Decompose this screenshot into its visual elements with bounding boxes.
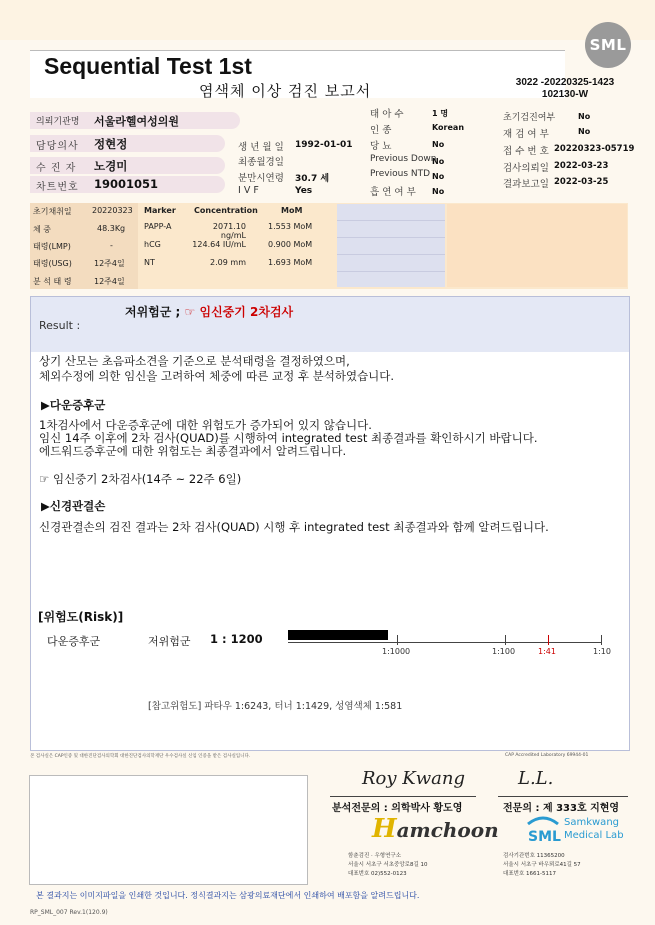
risk-scale-axis	[288, 642, 602, 643]
marker-mom: 1.553 MoM	[268, 222, 313, 231]
risk-condition: 다운증후군	[47, 635, 101, 648]
marker-name: hCG	[144, 240, 161, 249]
smoking-label: 흡 연 여 부	[370, 187, 416, 198]
sml-address	[503, 852, 581, 879]
initial-test-value: No	[578, 112, 591, 121]
marker-concentration: 2.09 mm	[210, 258, 246, 267]
weight-value: 48.3Kg	[97, 224, 126, 233]
print-notice: 본 결과지는 이미지파일을 인쇄한 것입니다. 정식결과지는 삼광의료재단에서 인쇄하여 배포함을 알려드립니다.	[36, 891, 420, 900]
reference-risk: [참고위험도] 파타우 1:6243, 터너 1:1429, 성염색체 1:581	[148, 701, 403, 712]
fetus-label: 태 아 수	[370, 109, 404, 120]
doctor-row	[30, 135, 225, 152]
signature-2: L.L.	[518, 768, 554, 789]
mom-header: MoM	[281, 206, 303, 215]
hospital-row	[30, 112, 240, 129]
sml-lab-logo	[524, 814, 624, 846]
initial-test-label: 초기검진여부	[503, 113, 556, 123]
patient-label: 수 진 자	[36, 163, 77, 174]
ga-lmp-value: -	[110, 241, 113, 250]
ivf-label: I V F	[238, 185, 259, 196]
down-syndrome-text: 임신 14주 이후에 2차 검사(QUAD)를 시행하여 integrated test 최종결과를 확인하시기 바랍니다.	[39, 431, 538, 445]
age-value: 30.7 세	[295, 174, 330, 184]
risk-scale-tick	[601, 635, 602, 645]
ga-analysis-value: 12주4일	[94, 277, 125, 286]
doctor-label: 담당의사	[36, 141, 79, 152]
risk-level: 저위험군	[148, 635, 191, 648]
concentration-header: Concentration	[194, 206, 258, 215]
hamchoon-logo	[372, 814, 499, 844]
sml-logo-icon: SML	[585, 22, 631, 68]
prev-down-value: No	[432, 157, 445, 166]
ga-lmp-label: 태령(LMP)	[33, 242, 71, 251]
result-header	[31, 297, 629, 352]
receipt-no-label: 접 수 번 호	[503, 146, 549, 157]
chart-value: 19001051	[94, 177, 159, 191]
race-label: 인 종	[370, 125, 392, 136]
blank-peach-panel	[447, 204, 627, 287]
ntd-text: 신경관결손의 검진 결과는 2차 검사(QUAD) 시행 후 integrated test 최종결과와 함께 알려드립니다.	[39, 520, 549, 534]
result-level: 저위험군 ;	[125, 305, 181, 319]
next-test-text: ☞ 임신중기 2차검사(14주 ~ 22주 6일)	[39, 472, 242, 486]
blank-blue-panel	[337, 204, 445, 287]
marker-mom: 1.693 MoM	[268, 258, 313, 267]
doctor-value: 정현정	[94, 137, 128, 151]
marker-mom: 0.900 MoM	[268, 240, 313, 249]
revision-code: RP_SML_007 Rev.1(120.9)	[30, 909, 108, 916]
risk-scale-label: 1:1000	[382, 647, 411, 656]
patient-row	[30, 157, 225, 174]
ga-analysis-label: 분 석 태 령	[33, 277, 72, 286]
result-next-step: ☞ 임신중기 2차검사	[184, 305, 294, 319]
report-number-line2: 102130-W	[541, 89, 589, 100]
report-number	[510, 77, 620, 101]
weight-label: 체 중	[33, 225, 51, 234]
hamchoon-address	[348, 852, 428, 879]
marker-name: PAPP-A	[144, 222, 172, 231]
accreditation-note: 본 검사실은 CAP인증 및 대한진단검사의학회 대한진단검사의학재단 우수검사실 신임 인증을 받은 검사실입니다.	[30, 754, 251, 759]
hamchoon-logo-text: amchoon	[396, 818, 499, 842]
page-title: Sequential Test 1st	[44, 53, 252, 79]
report-date-value: 2022-03-25	[554, 177, 609, 187]
top-band	[0, 0, 655, 40]
risk-scale-tick	[397, 635, 398, 645]
svg-text:SML: SML	[528, 829, 561, 845]
ga-usg-value: 12주4일	[94, 259, 125, 268]
hospital-label: 의뢰기관명	[36, 117, 80, 127]
divider	[330, 796, 476, 797]
ntd-heading: ▶신경관결손	[41, 499, 106, 513]
blank-note-box	[29, 775, 308, 885]
receipt-no-value: 20220323-05719	[554, 144, 635, 154]
address-line: 대표번호 1661-5117	[503, 871, 556, 877]
cap-note: CAP Accredited Laboratory 69944-01	[505, 753, 589, 758]
down-syndrome-text: 에드워드증후군에 대한 위험도는 최종결과에서 알려드립니다.	[39, 444, 347, 458]
sml-emblem-icon	[524, 814, 562, 846]
sml-name-line1: Samkwang	[564, 817, 619, 828]
risk-scale-label: 1:10	[593, 647, 611, 656]
retest-value: No	[578, 127, 591, 136]
result-summary	[125, 303, 293, 320]
signer-2: 전문의 : 제 333호 지현영	[503, 803, 620, 814]
sml-name-line2: Medical Lab	[564, 830, 624, 841]
diabetes-value: No	[432, 140, 445, 149]
risk-scale-tick	[548, 635, 549, 645]
down-syndrome-text: 1차검사에서 다운증후군에 대한 위험도가 증가되어 있지 않습니다.	[39, 418, 372, 432]
result-paragraph: 체외수정에 의한 임신을 고려하여 체중에 따른 교정 후 분석하였습니다.	[39, 369, 395, 383]
smoking-value: No	[432, 187, 445, 196]
prev-ntd-value: No	[432, 172, 445, 181]
chart-row	[30, 176, 225, 193]
dob-value: 1992-01-01	[295, 140, 353, 150]
sample-date-value: 20220323	[92, 206, 133, 215]
sample-date-label: 초기채취일	[33, 207, 72, 216]
risk-title: [위험도(Risk)]	[38, 610, 124, 624]
signature-1: Roy Kwang	[362, 768, 465, 789]
request-date-value: 2022-03-23	[554, 161, 609, 171]
risk-scale-label: 1:100	[492, 647, 516, 656]
dob-label: 생 년 월 일	[238, 142, 284, 153]
result-paragraph: 상기 산모는 초음파소견을 기준으로 분석태령을 결정하였으며,	[39, 354, 350, 368]
lmp-label: 최종월경일	[238, 157, 284, 168]
retest-label: 재 검 여 부	[503, 129, 549, 140]
ivf-value: Yes	[295, 186, 313, 196]
hospital-value: 서울라헬여성의원	[94, 115, 180, 128]
report-number-line1: 3022 -20220325-1423	[515, 77, 615, 88]
fetus-value: 1 명	[432, 109, 449, 118]
address-line: 검사기관번호 11365200	[503, 853, 565, 859]
address-line: 서울시 서초구 서초중앙로8길 10	[348, 862, 428, 868]
ga-usg-label: 태령(USG)	[33, 259, 72, 268]
risk-bar	[288, 630, 388, 640]
address-line: 함춘검진 · 우형연구소	[348, 853, 402, 859]
down-syndrome-heading: ▶다운증후군	[41, 398, 106, 412]
age-label: 분만시연령	[238, 173, 284, 184]
marker-name: NT	[144, 258, 155, 267]
prev-ntd-label: Previous NTD	[370, 169, 431, 179]
divider	[498, 796, 628, 797]
request-date-label: 검사의뢰일	[503, 163, 549, 174]
diabetes-label: 당 뇨	[370, 141, 392, 152]
address-line: 서울시 서초구 바우뫼로41길 57	[503, 862, 581, 868]
risk-scale-label: 1:41	[538, 647, 556, 656]
signer-1: 분석전문의 : 의학박사 황도영	[332, 803, 463, 814]
report-date-label: 결과보고일	[503, 179, 549, 190]
hamchoon-logo-initial: H	[372, 814, 397, 844]
address-line: 대표번호 02)552-0123	[348, 871, 407, 877]
result-label: Result :	[39, 319, 81, 332]
risk-scale-tick	[505, 635, 506, 645]
marker-concentration: 124.64 IU/mL	[192, 240, 246, 249]
risk-ratio: 1 : 1200	[210, 632, 263, 646]
marker-concentration: 2071.10 ng/mL	[212, 222, 246, 240]
page-subtitle: 염색체 이상 검진 보고서	[199, 82, 372, 100]
patient-value: 노경미	[94, 159, 128, 173]
marker-header: Marker	[144, 206, 176, 215]
prev-down-label: Previous Down	[370, 154, 437, 164]
race-value: Korean	[432, 123, 465, 132]
chart-label: 차트번호	[36, 182, 79, 193]
